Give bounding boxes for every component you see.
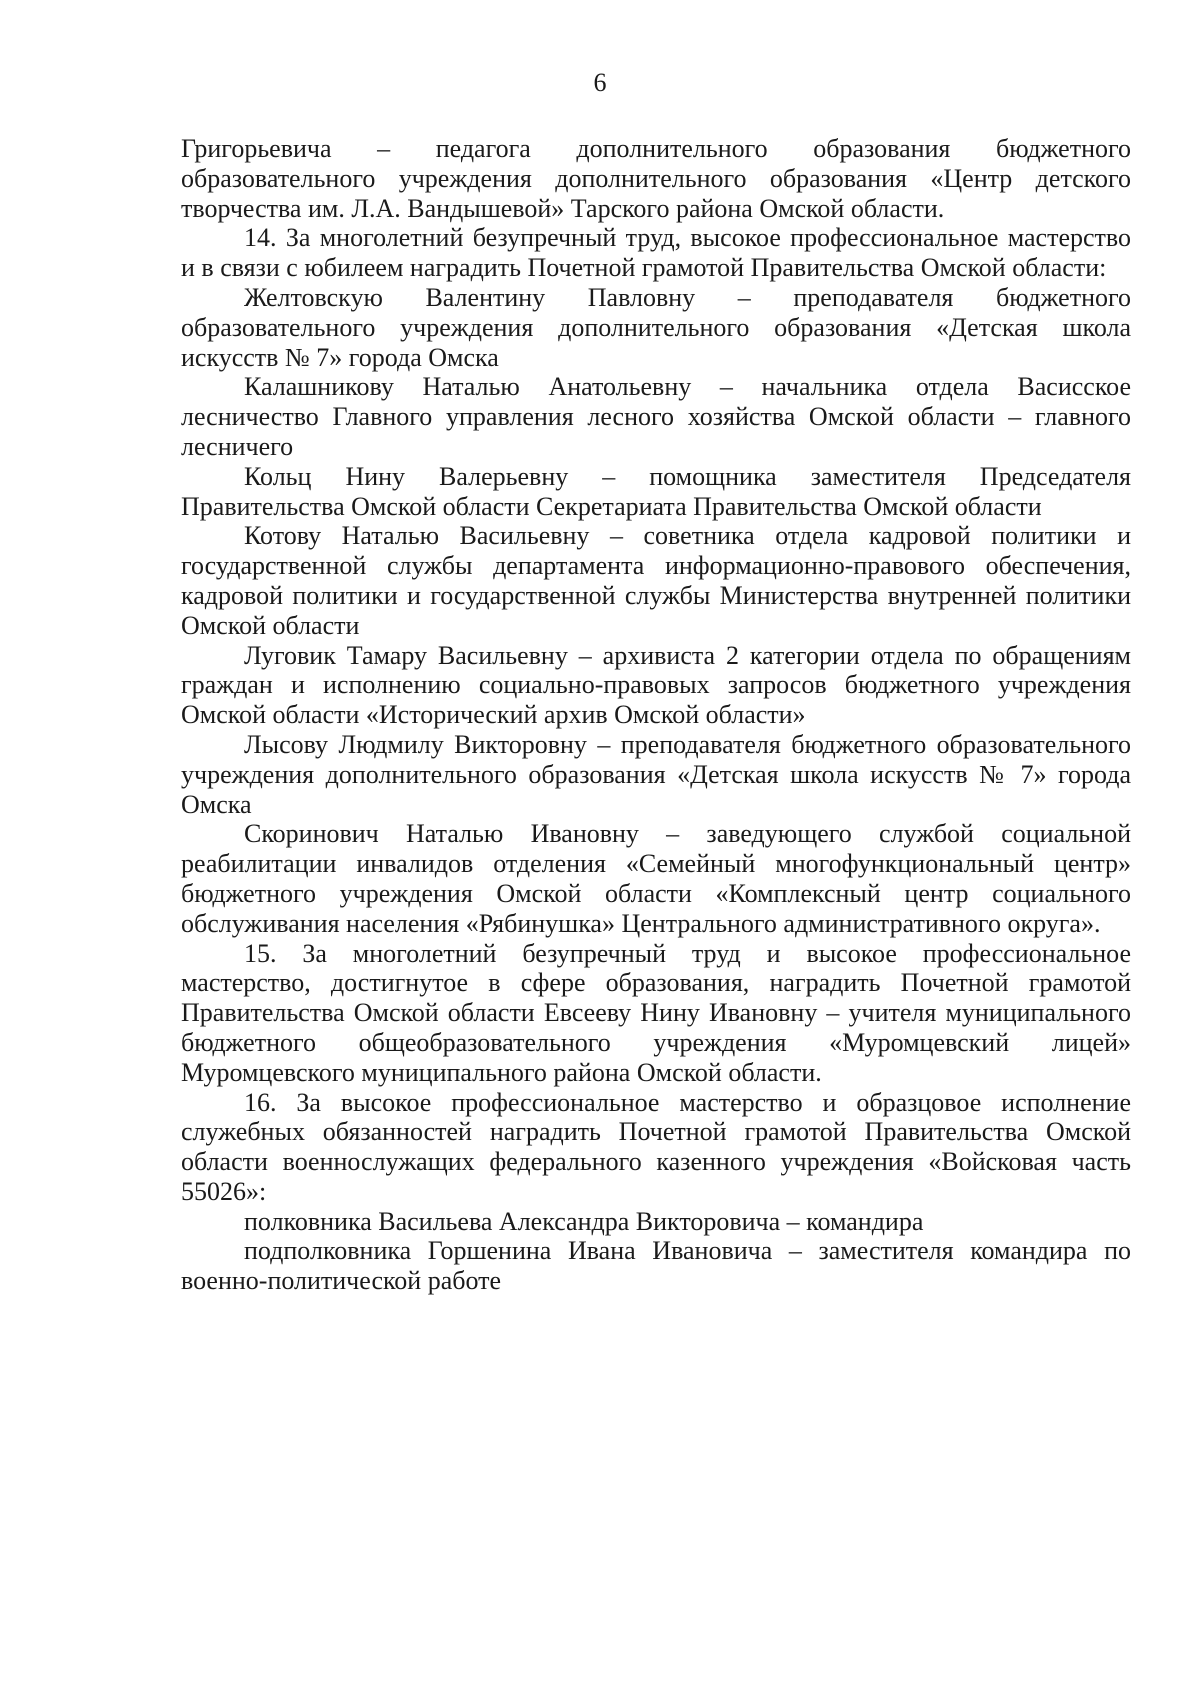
paragraph-awardee-kolts: Кольц Нину Валерьевну – помощника заместителя Председателя Правительства Омской области Секретариата Правительства Омской области <box>181 461 1131 521</box>
paragraph-awardee-kalashnikova: Калашникову Наталью Анатольевну – начальника отдела Васисское лесничество Главного управления лесного хозяйства Омской области – главного лесничего <box>181 372 1131 461</box>
paragraph-awardee-gorshenin: подполковника Горшенина Ивана Ивановича – заместителя командира по военно-политической работе <box>181 1236 1131 1296</box>
paragraph-awardee-vasilyev: полковника Васильева Александра Викторовича – командира <box>244 1206 924 1236</box>
paragraph-item-16: 16. За высокое профессиональное мастерство и образцовое исполнение служебных обязанностей наградить Почетной грамотой Правительства Омской области военнослужащих федерального казенного учреждения «Войсковая часть 55026»: <box>181 1087 1131 1206</box>
paragraph-awardee-lugovik: Луговик Тамару Васильевну – архивиста 2 категории отдела по обращениям граждан и исполнению социально-правовых запросов бюджетного учреждения Омской области «Исторический архив Омской области» <box>181 640 1131 730</box>
paragraph-awardee-lysova: Лысову Людмилу Викторовну – преподавателя бюджетного образовательного учреждения дополнительного образования «Детская школа искусств № 7» города Омска <box>181 729 1131 819</box>
page-number: 6 <box>593 68 607 97</box>
document-body <box>181 134 1131 1296</box>
paragraph-item-14: 14. За многолетний безупречный труд, высокое профессиональное мастерство и в связи с юбилеем наградить Почетной грамотой Правительства Омской области: <box>181 223 1131 283</box>
paragraph-item-15: 15. За многолетний безупречный труд и высокое профессиональное мастерство, достигнутое в сфере образования, наградить Почетной грамотой Правительства Омской области Евсееву Нину Ивановну – учителя муниципального бюджетного общеобразовательного учреждения «Муромцевский лицей» Муромцевского муниципального района Омской области. <box>181 938 1131 1087</box>
paragraph-awardee-zheltovskaya: Желтовскую Валентину Павловну – преподавателя бюджетного образовательного учреждения дополнительного образования «Детская школа искусств № 7» города Омска <box>181 282 1131 372</box>
paragraph-awardee-skorinovich: Скоринович Наталью Ивановну – заведующего службой социальной реабилитации инвалидов отделения «Семейный многофункциональный центр» бюджетного учреждения Омской области «Комплексный центр социального обслуживания населения «Рябинушка» Центрального административного округа». <box>181 819 1131 938</box>
paragraph-continuation: Григорьевича – педагога дополнительного образования бюджетного образовательного учреждения дополнительного образования «Центр детского творчества им. Л.А. Вандышевой» Тарского района Омской области. <box>181 134 1131 223</box>
paragraph-awardee-kotova: Котову Наталью Васильевну – советника отдела кадровой политики и государственной службы департамента информационно-правового обеспечения, кадровой политики и государственной службы Министерства внутренней политики Омской области <box>181 521 1131 640</box>
